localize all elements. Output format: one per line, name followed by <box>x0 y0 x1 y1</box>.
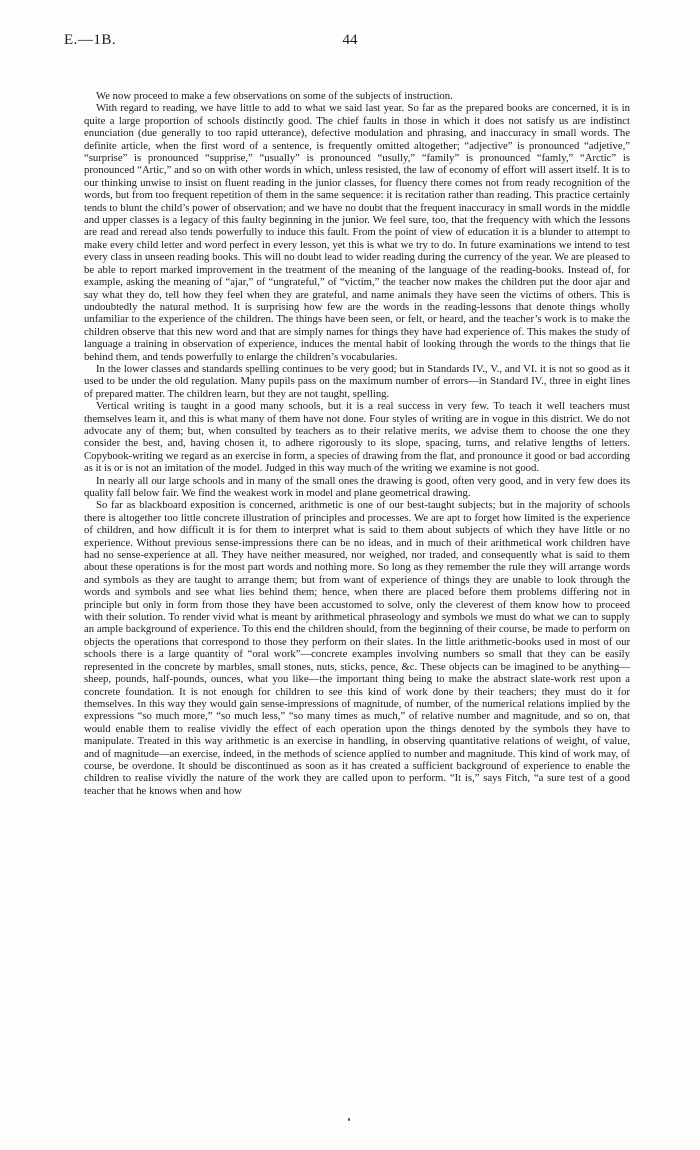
paragraph-arithmetic: So far as blackboard exposition is concerned, arithmetic is one of our best-taught subjects; but in the majority of schools there is altogether too little concrete illustration of principles and processes. We are apt to forget how limited is the experience of children, and how difficult it is for them to interpret what is said to them about subjects of which they have little or no experience. Without previous sense-impressions there can be no ideas, and in much of their arithmetical work children have had no sense-experience at all. They have neither measured, nor weighed, nor traded, and consequently what is said to them about these operations is for the most part words and nothing more. So long as they remember the rule they will arrange words and symbols as they are taught to arrange them; but from want of experience of things they are unable to look through the words and symbols and see what lies behind them; hence, when there are placed before them problems differing not in principle but only in form from those they have been accustomed to solve, only the cleverest of them know how to proceed with their solution. To render vivid what is meant by arithmetical phraseology and symbols we must do what we can to supply an ample background of experience. To this end the children should, from the beginning of their course, be made to perform on objects the operations that correspond to those they perform on their slates. In the little arithmetic-books used in most of our schools there is a large quantity of “oral work”—concrete examples involving numbers so small that they can be easily represented in the concrete by marbles, small stones, nuts, sticks, pence, &c. These objects can be imagined to be anything—sheep, pounds, half-pounds, ounces, what you like—the important thing being to make the abstract slate-work rest upon a concrete foundation. It is not enough for children to see this kind of work done by their teachers; they must do it for themselves. In this way they would gain sense-impressions of magnitude, of number, of the numerical relations implied by the expressions “so much more,” “so much less,” “so many times as much,” of relative number and magnitude, and so on, that would enable them to realise vividly the effect of each operation upon the things denoted by the symbols they have to manipulate. Treated in this way arithmetic is an exercise in handling, in observing quantitative relations of weight, of value, and of magnitude—an exercise, indeed, in the methods of science applied to number and magnitude. This kind of work may, of course, be overdone. It should be discontinued as soon as it has created a sufficient background of experience to enable the children to realise vividly the nature of the work they are called upon to perform. “It is,” says Fitch, “a sure test of a good teacher that he knows when and how <box>84 499 630 797</box>
paragraph-reading: With regard to reading, we have little to add to what we said last year. So far as the prepared books are concerned, it is in quite a large proportion of schools distinctly good. The chief faults in those in which it does not satisfy us are indistinct enunciation (due generally to too rapid utterance), defective modulation and phrasing, and inaccuracy in small words. The definite article, when the first word of a sentence, is frequently omitted altogether; “adjective” is pronounced “adjetive,” “surprise” is pronounced “supprise,” “usually” is pronounced “usully,” “family” is pronounced “famly,” “Arctic” is pronounced “Artic,” and so on with other words in which, unless resisted, the law of economy of effort will assert itself. It is to our thinking unwise to insist on fluent reading in the junior classes, for fluency there comes not from ready recognition of the words, but from too frequent repetition of them in the same sequence: it is recitation rather than reading. This practice certainly tends to blunt the child’s power of observation; and we have no doubt that the frequent inaccuracy in small words in the middle and upper classes is a legacy of this faulty beginning in the junior. We feel sure, too, that the frequency with which the lessons are read and reread also tends powerfully to induce this fault. From the point of view of education it is a blunder to attempt to make every child letter and word perfect in every lesson, yet this is what we try to do. In future examinations we intend to test every class in unseen reading books. This will no doubt lead to wider reading during the currency of the year. We are pleased to be able to report marked improvement in the treatment of the meaning of the language of the reading-books. Instead of, for example, asking the meaning of “ajar,” of “ungrateful,” of “victim,” the teacher now makes the children put the door ajar and say what they do, tell how they feel when they are grateful, and name animals they have seen the victims of others. This is undoubtedly the natural method. It is surprising how few are the words in the reading-lessons that denote things wholly unfamiliar to the experience of the children. The things have been seen, or felt, or heard, and the teacher’s work is to make the children observe that this new word and that are simply names for things they have had experience of. This makes the study of language a training in observation of experience, induces the mental habit of looking through the words to the things that lie behind them, and tends powerfully to enlarge the children’s vocabularies. <box>84 102 630 363</box>
printer-mark <box>348 1118 350 1121</box>
document-reference: E.—1B. <box>64 32 117 48</box>
paragraph-writing: Vertical writing is taught in a good many schools, but it is a real success in very few. To teach it well teachers must themselves learn it, and this is what many of them have not done. Four styles of writing are in vogue in this district. We do not advocate any of them; but, when consulted by teachers as to their relative merits, we advise them to choose the one they consider the best, and, having chosen it, to adhere rigorously to its slope, spacing, turns, and relative lengths of letters. Copybook-writing we regard as an exercise in form, a species of drawing from the flat, and pronounce it good or bad according as it is or is not an imitation of the model. Judged in this way much of the writing we examine is not good. <box>84 400 630 475</box>
paragraph-drawing: In nearly all our large schools and in many of the small ones the drawing is good, often very good, and in very few does its quality fall below fair. We find the weakest work in model and plane geometrical drawing. <box>84 474 630 499</box>
body-text <box>84 90 630 797</box>
page-header <box>0 32 700 52</box>
paragraph-intro: We now proceed to make a few observations on some of the subjects of instruction. <box>96 90 453 102</box>
page-number: 44 <box>342 32 358 48</box>
paragraph-spelling: In the lower classes and standards spelling continues to be very good; but in Standards IV., V., and VI. it is not so good as it used to be under the old regulation. Many pupils pass on the maximum number of errors—in Standard IV., three in eight lines of prepared matter. The children learn, but they are not taught, spelling. <box>84 362 630 400</box>
